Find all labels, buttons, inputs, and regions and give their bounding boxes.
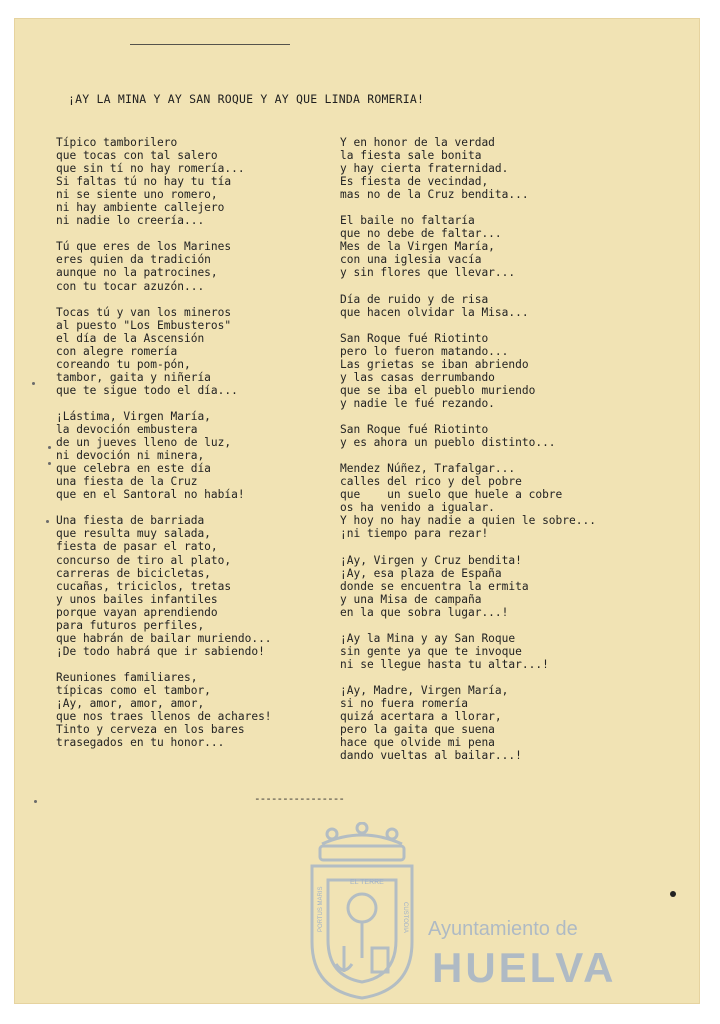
poem-line: eres quien da tradición	[56, 253, 211, 267]
stanza	[56, 671, 336, 749]
poem-line: ¡Ay, Virgen y Cruz bendita!	[340, 553, 522, 567]
poem-line: quizá acertara a llorar,	[340, 710, 502, 724]
poem-line: cucañas, triciclos, tretas	[56, 579, 232, 593]
poem-line: ni hay ambiente callejero	[56, 201, 225, 215]
poem-line: ni se llegue hasta tu altar...!	[340, 657, 549, 671]
poem-line: y sin flores que llevar...	[340, 266, 516, 280]
punch-mark	[32, 382, 35, 385]
poem-line: ni se siente uno romero,	[56, 188, 218, 202]
right-column	[340, 136, 680, 775]
poem-line: y unos bailes infantiles	[56, 592, 218, 606]
stanza	[340, 554, 680, 619]
punch-mark	[48, 446, 51, 449]
poem-line: que tocas con tal salero	[56, 149, 218, 163]
poem-line: Reuniones familiares,	[56, 670, 198, 684]
poem-line: dando vueltas al bailar...!	[340, 749, 522, 763]
stanza	[340, 684, 680, 762]
poem-line: hace que olvide mi pena	[340, 736, 495, 750]
poem-line: que resulta muy salada,	[56, 527, 211, 541]
poem-line: coreando tu pom-pón,	[56, 357, 191, 371]
stanza	[56, 240, 336, 292]
poem-line: la devoción embustera	[56, 423, 198, 437]
poem-line: Mendez Núñez, Trafalgar...	[340, 462, 516, 476]
stanza	[340, 136, 680, 201]
poem-line: Y en honor de la verdad	[340, 136, 495, 149]
poem-line: con una iglesia vacía	[340, 253, 482, 267]
stanza	[56, 136, 336, 227]
poem-line: tambor, gaita y niñería	[56, 370, 211, 384]
poem-line: y una Misa de campaña	[340, 592, 482, 606]
poem-line: y nadie le fué rezando.	[340, 396, 495, 410]
poem-line: que hacen olvidar la Misa...	[340, 305, 529, 319]
poem-line: que nos traes llenos de achares!	[56, 710, 272, 724]
poem-line: ¡Lástima, Virgen María,	[56, 409, 211, 423]
poem-line: si no fuera romería	[340, 697, 468, 711]
poem-line: que en el Santoral no había!	[56, 488, 245, 502]
poem-line: que te sigue todo el día...	[56, 383, 238, 397]
poem-line: que no debe de faltar...	[340, 227, 502, 241]
poem-line: mas no de la Cruz bendita...	[340, 188, 529, 202]
stanza	[340, 332, 680, 410]
poem-line: ¡De todo habrá que ir sabiendo!	[56, 644, 265, 658]
poem-line: en la que sobra lugar...!	[340, 605, 509, 619]
poem-line: que un suelo que huele a cobre	[340, 488, 563, 502]
left-column	[56, 136, 336, 762]
poem-line: ¡Ay la Mina y ay San Roque	[340, 631, 516, 645]
poem-line: pero lo fueron matando...	[340, 344, 509, 358]
poem-line: pero la gaita que suena	[340, 723, 495, 737]
poem-line: con alegre romería	[56, 344, 178, 358]
poem-line: que sin tí no hay romería...	[56, 162, 245, 176]
poem-line: de un jueves lleno de luz,	[56, 436, 232, 450]
crest-left-text: PORTUS MARIS	[318, 886, 324, 932]
poem-line: Y hoy no hay nadie a quien le sobre...	[340, 514, 596, 528]
stanza	[340, 462, 680, 540]
poem-line: Mes de la Virgen María,	[340, 240, 495, 254]
ink-dot	[670, 891, 676, 897]
poem-line: calles del rico y del pobre	[340, 475, 522, 489]
poem-line: ¡Ay, esa plaza de España	[340, 566, 502, 580]
poem-line: la fiesta sale bonita	[340, 149, 482, 163]
poem-line: y las casas derrumbando	[340, 370, 495, 384]
poem-line: fiesta de pasar el rato,	[56, 540, 218, 554]
poem-line: con tu tocar azuzón...	[56, 279, 205, 293]
poem-line: Tú que eres de los Marines	[56, 240, 232, 254]
poem-line: donde se encuentra la ermita	[340, 579, 529, 593]
punch-mark	[34, 800, 37, 803]
poem-line: El baile no faltaría	[340, 214, 475, 228]
poem-line: Las grietas se iban abriendo	[340, 357, 529, 371]
poem-line: trasegados en tu honor...	[56, 736, 225, 750]
stanza	[340, 293, 680, 319]
poem-line: que habrán de bailar muriendo...	[56, 631, 272, 645]
crest-ribbon-text: EL TERRE	[350, 879, 384, 886]
poem-line: Típico tamborilero	[56, 136, 178, 149]
crest-right-text: CUSTODIA	[402, 902, 408, 933]
poem-line: ni devoción ni minera,	[56, 449, 205, 463]
poem-line: ni nadie lo creería...	[56, 214, 205, 228]
poem-line: una fiesta de la Cruz	[56, 475, 198, 489]
poem-line: Una fiesta de barriada	[56, 514, 205, 528]
stanza	[56, 514, 336, 658]
poem-line: y hay cierta fraternidad.	[340, 162, 509, 176]
poem-line: aunque no la patrocines,	[56, 266, 218, 280]
punch-mark	[46, 520, 49, 523]
poem-line: os ha venido a igualar.	[340, 501, 495, 515]
poem-line: el día de la Ascensión	[56, 331, 205, 345]
watermark-line-2: HUELVA	[432, 944, 617, 991]
end-separator: ----------------	[254, 792, 344, 805]
poem-line: que se iba el pueblo muriendo	[340, 383, 536, 397]
poem-line: Tocas tú y van los mineros	[56, 305, 232, 319]
poem-line: sin gente ya que te invoque	[340, 644, 522, 658]
poem-line: Si faltas tú no hay tu tía	[56, 175, 232, 189]
poem-line: para futuros perfiles,	[56, 618, 205, 632]
stanza	[340, 214, 680, 279]
poem-line: que celebra en este día	[56, 462, 211, 476]
punch-mark	[48, 462, 51, 465]
poem-line: y es ahora un pueblo distinto...	[340, 436, 556, 450]
poem-line: ¡Ay, Madre, Virgen María,	[340, 683, 509, 697]
watermark-line-1: Ayuntamiento de	[428, 918, 578, 940]
poem-line: Tinto y cerveza en los bares	[56, 723, 245, 737]
poem-line: porque vayan aprendiendo	[56, 605, 218, 619]
top-rule	[130, 44, 290, 45]
poem-line: San Roque fué Riotinto	[340, 331, 489, 345]
poem-line: al puesto "Los Embusteros"	[56, 318, 232, 332]
poem-line: ¡Ay, amor, amor, amor,	[56, 697, 205, 711]
stanza	[56, 306, 336, 397]
poem-line: ¡ni tiempo para rezar!	[340, 527, 489, 541]
poem-line: Es fiesta de vecindad,	[340, 175, 489, 189]
stanza	[340, 632, 680, 671]
poem-line: Día de ruido y de risa	[340, 292, 489, 306]
poem-line: San Roque fué Riotinto	[340, 423, 489, 437]
poem-line: concurso de tiro al plato,	[56, 553, 232, 567]
stanza	[340, 423, 680, 449]
poem-line: típicas como el tambor,	[56, 683, 211, 697]
poem-line: carreras de bicicletas,	[56, 566, 211, 580]
poem-title: ¡AY LA MINA Y AY SAN ROQUE Y AY QUE LINDA ROMERIA!	[68, 92, 425, 106]
stanza	[56, 410, 336, 501]
